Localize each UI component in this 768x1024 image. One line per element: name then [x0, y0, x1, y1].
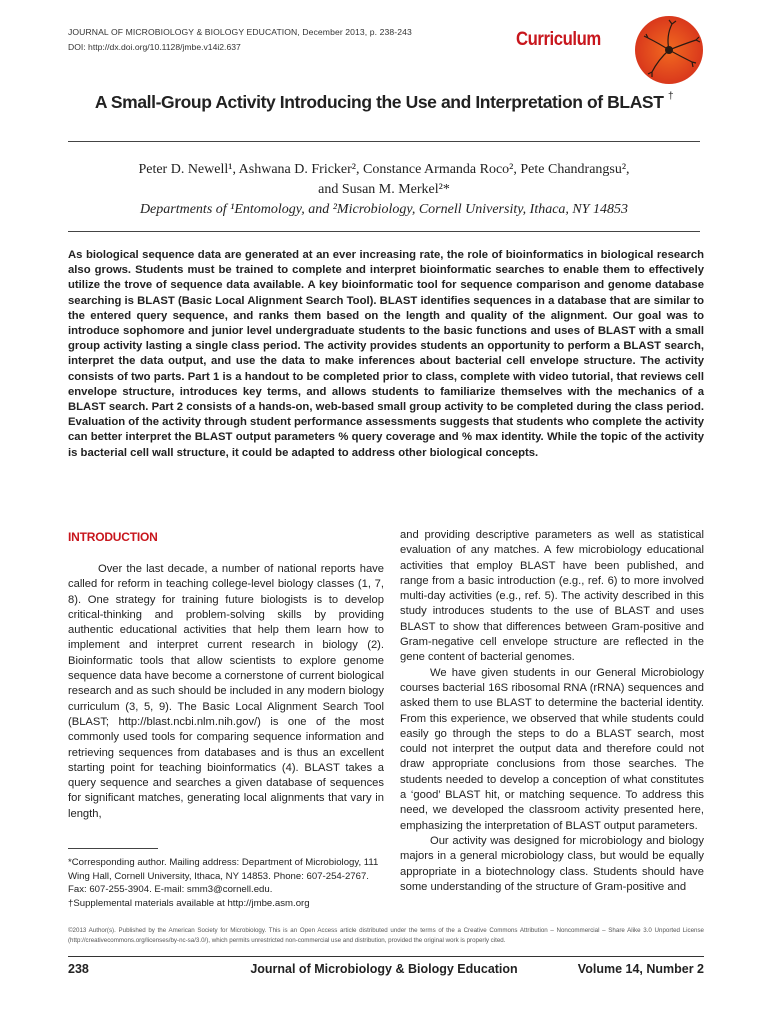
page-number: 238 — [68, 962, 89, 976]
body-column-left — [68, 562, 384, 822]
title-divider — [68, 141, 700, 142]
paragraph: Our activity was designed for microbiology and biology majors in a general microbiology class, but would be equally appropriate in a biotechnology class. Students should have some understanding of the structure of Gram-positive and — [400, 834, 704, 893]
footer-journal-name: Journal of Microbiology & Biology Education — [250, 962, 518, 976]
footnotes — [68, 856, 386, 910]
journal-logo-icon — [628, 10, 710, 90]
doi-line: DOI: http://dx.doi.org/10.1128/jmbe.v14i2.637 — [68, 42, 241, 52]
section-badge: Curriculum — [516, 29, 601, 50]
footnote-supplemental: †Supplemental materials available at http://jmbe.asm.org — [68, 897, 310, 909]
footnote-corresponding: *Corresponding author. Mailing address: Department of Microbiology, 111 Wing Hall, Cornell University, Ithaca, NY 14853. Phone: 607-254-2767. Fax: 607-255-3904. E-mail: smm3@cornell.edu. — [68, 857, 379, 896]
authors-line-2: and Susan M. Merkel²* — [318, 182, 450, 197]
abstract: As biological sequence data are generated at an ever increasing rate, the role of bioinformatics in biological research also grows. Students must be trained to complete and interpret bioinformatic searches to enable them to effectively utilize the trove of sequence data available. A key bioinformatic tool for sequence comparison and genome database searching is BLAST (Basic Local Alignment Search Tool). BLAST identifies sequences in a database that are similar to the entered query sequence, and ranks them based on the length and quality of the alignment. Our goal was to introduce sophomore and junior level undergraduate students to the basic functions and uses of BLAST with a small group activity lasting a single class period. The activity provides students an opportunity to perform a BLAST search, interpret the data output, and use the data to make inferences about bacterial cell envelope structure. The activity consists of two parts. Part 1 is a handout to be completed prior to class, complete with video tutorial, that reviews cell envelope structure, introduces key terms, and allows students to familiarize themselves with the mechanics of a BLAST search. Part 2 consists of a hands-on, web-based small group activity to be completed during the class period. Evaluation of the activity through student performance assessments suggests that students who complete the activity can better interpret the BLAST output parameters % query coverage and % max identity. While the topic of the activity is bacterial cell wall structure, it could be adapted to address other biological concepts. — [68, 249, 704, 459]
abstract-divider — [68, 231, 700, 232]
title-dagger: † — [667, 91, 674, 103]
body-column-right — [400, 528, 704, 895]
paragraph: Over the last decade, a number of national reports have called for reform in teaching college-level biology classes (1, 7, 8). One strategy for training future biologists is to develop critical-thinking and problem-solving skills by providing authentic educational activities that help them learn how to implement and interpret current research in biology (2). Bioinformatic tools that allow scientists to explore genome sequence data have become a cornerstone of current biological research and as such should be included in any modern biology curriculum (3, 5, 9). The Basic Local Alignment Search Tool (BLAST; http://blast.ncbi.nlm.nih.gov/) is one of the most commonly used tools for comparing sequence information and retrieving sequences from databases and is thus an excellent starting point for teaching bioinformatics (4). BLAST takes a query sequence and searches a given database of sequences for significant matches, generating local alignments that vary in length, — [68, 563, 384, 820]
author-block — [68, 160, 700, 220]
affiliation: Departments of ¹Entomology, and ²Microbiology, Cornell University, Ithaca, NY 14853 — [139, 202, 629, 217]
paragraph: and providing descriptive parameters as well as statistical evaluation of any matches. A few microbiology educational activities that employ BLAST have been published, and range from a basic introduction (e.g., ref. 6) to more involved multi-day activities (e.g., ref. 5). The activity described in this study introduces students to the use of BLAST and uses BLAST to show that differences between Gram-positive and Gram-negative cell envelope structure are reflected in the gene content of bacterial genomes. — [400, 529, 704, 664]
article-title: A Small-Group Activity Introducing the Use and Interpretation of BLAST † — [94, 91, 674, 112]
footer-volume: Volume 14, Number 2 — [577, 962, 704, 976]
footnote-rule — [68, 848, 158, 849]
paragraph: We have given students in our General Microbiology courses bacterial 16S ribosomal RNA (rRNA) sequences and asked them to use BLAST to determine the bacterial identity. From this experience, we observed that while students could easily go through the steps to do a BLAST search, most could not interpret the output data and therefore could not draw appropriate conclusions from those searches. The students needed to develop a conception of what constitutes a ‘good’ BLAST hit, or matching sequence. To address this need, we developed the classroom activity presented here, emphasizing the interpretation of BLAST output parameters. — [400, 666, 704, 832]
authors-line-1: Peter D. Newell¹, Ashwana D. Fricker², Constance Armanda Roco², Pete Chandrangsu², — [138, 162, 630, 177]
copyright-notice: ©2013 Author(s). Published by the American Society for Microbiology. This is an Open Access article distributed under the terms of the a Creative Commons Attribution – Noncommercial – Share Alike 3.0 Unported License (http://creativecommons.org/licenses/by-nc-sa/3.0/), which permits unrestricted non-commercial use and distribution, provided the original work is properly cited. — [68, 927, 704, 944]
section-heading-introduction: INTRODUCTION — [68, 530, 158, 544]
logo-center — [665, 46, 673, 54]
footer-divider — [68, 956, 704, 957]
journal-citation: JOURNAL OF MICROBIOLOGY & BIOLOGY EDUCATION, December 2013, p. 238-243 — [68, 27, 412, 37]
